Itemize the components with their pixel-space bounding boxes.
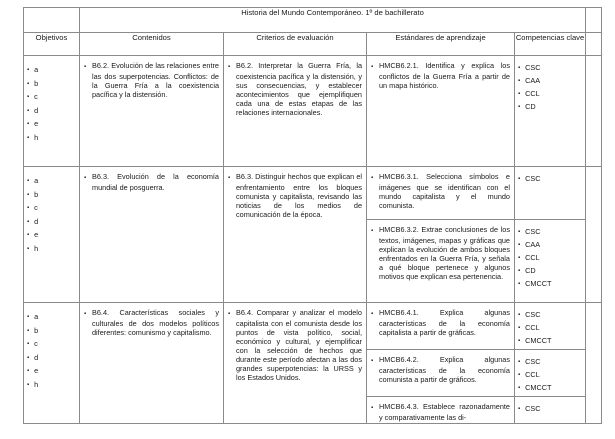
objetivo-item: ▪ d: [27, 104, 79, 118]
competencia-item: ▪ CD: [518, 264, 585, 277]
competencia-item: ▪ CCL: [518, 251, 585, 264]
competencias-cell: [515, 167, 586, 220]
competencias-cell: [515, 220, 586, 303]
competencia-item: ▪ CAA: [518, 238, 585, 251]
criterio-cell: [224, 167, 367, 303]
contenido-cell: [80, 56, 224, 167]
objetivo-item: ▪ b: [27, 324, 79, 338]
objetivo-item: ▪ h: [27, 378, 79, 392]
objetivo-item: ▪ b: [27, 188, 79, 202]
competencia-item: ▪ CD: [518, 100, 585, 113]
objetivo-item: ▪ d: [27, 215, 79, 229]
competencia-item: ▪ CMCCT: [518, 277, 585, 290]
estandar-cell: [367, 56, 515, 167]
competencias-cell: [515, 350, 586, 397]
competencia-item: ▪ CMCCT: [518, 334, 585, 347]
objetivo-item: ▪ a: [27, 63, 79, 77]
estandar-cell: [367, 350, 515, 397]
estandar-cell: [367, 397, 515, 424]
objetivo-item: ▪ h: [27, 131, 79, 145]
competencia-item: ▪ CSC: [518, 355, 585, 368]
criterio-cell: [224, 303, 367, 424]
competencia-item: ▪ CSC: [518, 308, 585, 321]
estandar-text: ▪ HMCB6.4.3. Establece razonadamente y comparativamente las di-: [367, 397, 514, 422]
competencia-item: ▪ CCL: [518, 87, 585, 100]
estandar-text: ▪ HMCB6.3.1. Selecciona símbolos e imágenes que se identifican con el mundo capitalista y el mundo comunista.: [367, 167, 514, 210]
objetivo-item: ▪ d: [27, 351, 79, 365]
header-competencias: Competencias clave: [515, 33, 586, 56]
estandar-text: ▪ HMCB6.4.1. Explica algunas características de la economía capitalista a partir de gráficas.: [367, 303, 514, 337]
criterio-text: ▪ B6.4. Comparar y analizar el modelo capitalista con el comunista desde los puntos de vista político, social, económico y cultural, y ejemplificar con la selección de hechos que durante este período afectan a las dos grandes superpotencias: la URSS y los Estados Unidos.: [224, 303, 366, 382]
objetivo-item: ▪ e: [27, 364, 79, 378]
objetivo-item: ▪ e: [27, 117, 79, 131]
competencias-cell: [515, 303, 586, 350]
competencia-item: ▪ CSC: [518, 61, 585, 74]
objetivo-item: ▪ h: [27, 242, 79, 256]
table-row: [24, 303, 602, 350]
header-criterios: Criterios de evaluación: [224, 33, 367, 56]
competencia-item: ▪ CSC: [518, 225, 585, 238]
competencias-cell: [515, 56, 586, 167]
objetivo-item: ▪ e: [27, 228, 79, 242]
objetivo-item: ▪ c: [27, 201, 79, 215]
objetivos-cell: [24, 303, 80, 424]
estandar-cell: [367, 303, 515, 350]
objetivos-cell: [24, 56, 80, 167]
criterio-cell: [224, 56, 367, 167]
estandar-text: ▪ HMCB6.4.2. Explica algunas características de la economía comunista a partir de gráficos.: [367, 350, 514, 384]
contenido-cell: [80, 303, 224, 424]
objetivo-item: ▪ b: [27, 77, 79, 91]
table-row: [24, 167, 602, 220]
objetivo-item: ▪ a: [27, 310, 79, 324]
competencia-item: ▪ CMCCT: [518, 381, 585, 394]
competencia-item: ▪ CSC: [518, 402, 585, 415]
estandar-text: ▪ HMCB6.2.1. Identifica y explica los conflictos de la Guerra Fría a partir de un mapa histórico.: [367, 56, 514, 90]
competencia-item: ▪ CAA: [518, 74, 585, 87]
objetivos-cell: [24, 167, 80, 303]
objetivo-item: ▪ a: [27, 174, 79, 188]
competencia-item: ▪ CCL: [518, 368, 585, 381]
criterio-text: ▪ B6.3. Distinguir hechos que explican el enfrentamiento entre los bloques comunista y capitalista, revisando las noticias de los medios de comunicación de la época.: [224, 167, 366, 219]
contenido-text: ▪ B6.3. Evolución de la economía mundial de posguerra.: [80, 167, 223, 192]
table-row: [24, 56, 602, 167]
criterio-text: ▪ B6.2. Interpretar la Guerra Fría, la coexistencia pacífica y la distensión, y sus consecuencias, y establecer acontecimientos que ejemplifiquen cada una de estas etapas de las relaciones internacionales.: [224, 56, 366, 117]
objetivo-item: ▪ c: [27, 90, 79, 104]
header-objetivos: Objetivos: [24, 33, 80, 56]
header-estandares: Estándares de aprendizaje: [367, 33, 515, 56]
estandar-cell: [367, 220, 515, 303]
table-title: Historia del Mundo Contemporáneo. 1º de bachillerato: [80, 8, 586, 33]
contenido-text: ▪ B6.2. Evolución de las relaciones entre las dos superpotencias. Conflictos: de la Guerra Fría a la coexistencia pacífica y la distensión.: [80, 56, 223, 99]
header-contenidos: Contenidos: [80, 33, 224, 56]
contenido-cell: [80, 167, 224, 303]
objetivo-item: ▪ c: [27, 337, 79, 351]
contenido-text: ▪ B6.4. Características sociales y culturales de dos modelos políticos diferentes: comunismo y capitalismo.: [80, 303, 223, 337]
curriculum-table: [23, 7, 602, 424]
competencias-cell: [515, 397, 586, 424]
competencia-item: ▪ CCL: [518, 321, 585, 334]
estandar-text: ▪ HMCB6.3.2. Extrae conclusiones de los textos, imágenes, mapas y gráficas que explican la evolución de ambos bloques enfrentados en la Guerra Fría, y señala a qué bloque pertenece y algunos motivos que explican esa pertenencia.: [367, 220, 514, 281]
competencia-item: ▪ CSC: [518, 172, 585, 185]
estandar-cell: [367, 167, 515, 220]
